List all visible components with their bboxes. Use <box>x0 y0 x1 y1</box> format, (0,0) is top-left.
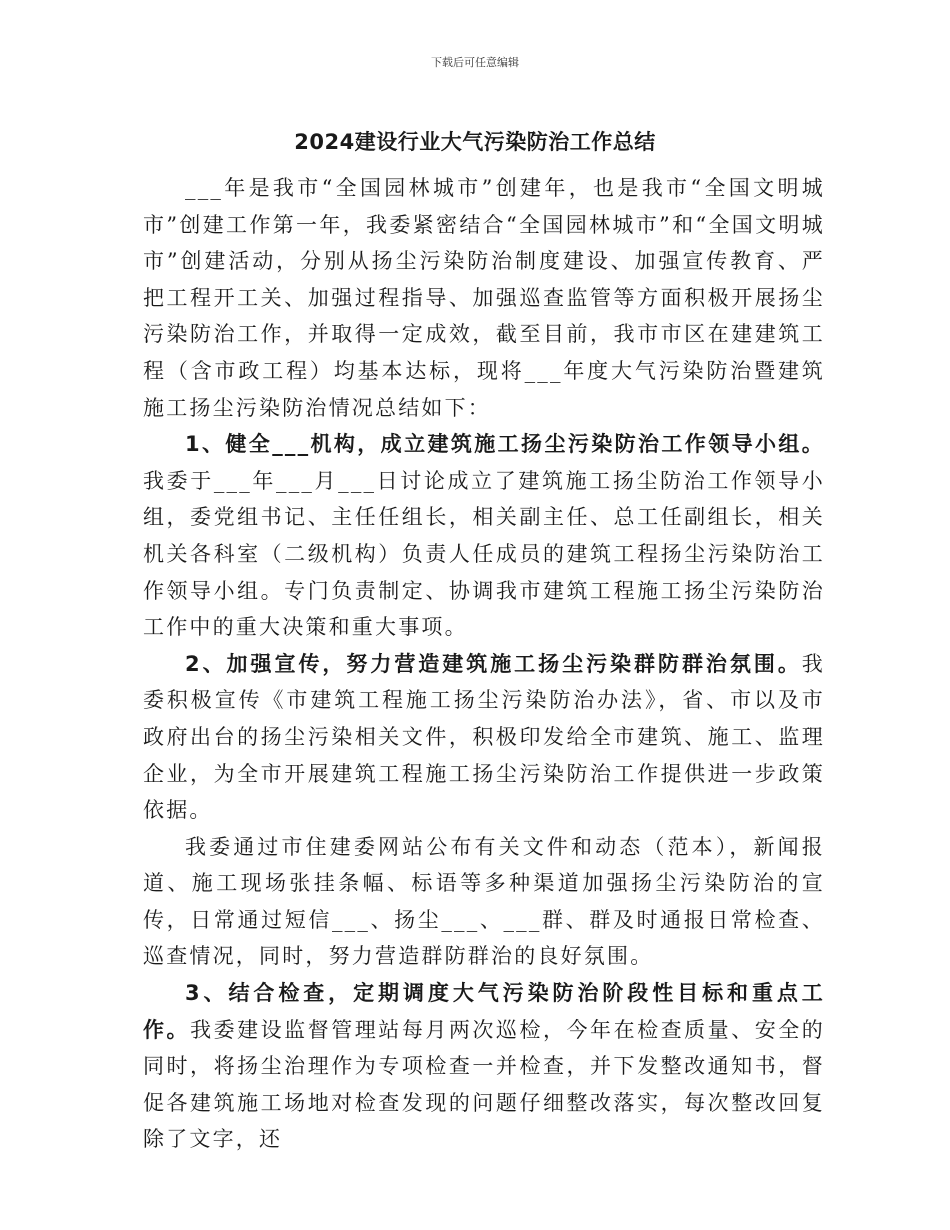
paragraph-section-3 <box>143 975 825 1158</box>
paragraph-publicity <box>143 829 825 975</box>
paragraph-section-2 <box>143 646 825 829</box>
paragraph-text: 我委积极宣传《市建筑工程施工扬尘污染防治办法》，省、市以及市政府出台的扬尘污染相关文件，积极印发给全市建筑、施工、监理企业，为全市开展建筑工程施工扬尘污染防治工作提供进一步政策依据。 <box>143 651 825 823</box>
paragraph-intro <box>143 170 825 426</box>
document-title: 2024建设行业大气污染防治工作总结 <box>294 130 656 154</box>
document-body <box>143 170 825 1158</box>
paragraph-text: 我委建设监督管理站每月两次巡检，今年在检查质量、安全的同时，将扬尘治理作为专项检查一并检查，并下发整改通知书，督促各建筑施工场地对检查发现的问题仔细整改落实，每次整改回复除了文字，还 <box>143 1017 825 1152</box>
section-heading: 3、结合检查，定期调度大气污染防治阶段性目标和重点工作。 <box>143 981 825 1042</box>
paragraph-section-1 <box>143 426 825 646</box>
paragraph-text: 我委通过市住建委网站公布有关文件和动态（范本），新闻报道、施工现场张挂条幅、标语等多种渠道加强扬尘污染防治的宣传，日常通过短信___、扬尘___、___群、群及时通报日常检查、巡查情况，同时，努力营造群防群治的良好氛围。 <box>143 834 825 969</box>
section-heading: 1、健全___机构，成立建筑施工扬尘污染防治工作领导小组。 <box>185 432 825 457</box>
paragraph-text: 我委于___年___月___日讨论成立了建筑施工扬尘防治工作领导小组，委党组书记、主任任组长，相关副主任、总工任副组长，相关机关各科室（二级机构）负责人任成员的建筑工程扬尘污染防治工作领导小组。专门负责制定、协调我市建筑工程施工扬尘污染防治工作中的重大决策和重大事项。 <box>143 468 825 640</box>
paragraph-text: ___年是我市“全国园林城市”创建年，也是我市“全国文明城市”创建工作第一年，我委紧密结合“全国园林城市”和“全国文明城市”创建活动，分别从扬尘污染防治制度建设、加强宣传教育、严把工程开工关、加强过程指导、加强巡查监管等方面积极开展扬尘污染防治工作，并取得一定成效，截至目前，我市市区在建建筑工程（含市政工程）均基本达标，现将___年度大气污染防治暨建筑施工扬尘污染防治情况总结如下： <box>143 176 825 420</box>
section-heading: 2、加强宣传，努力营造建筑施工扬尘污染群防群治氛围。 <box>185 651 802 676</box>
header-note: 下载后可任意编辑 <box>431 56 519 69</box>
